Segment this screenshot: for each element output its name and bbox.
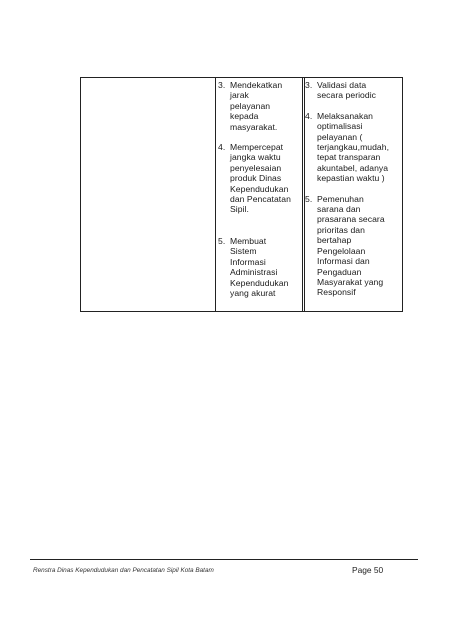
list-item (305, 80, 401, 101)
item-number: 3. (305, 80, 313, 90)
item-number: 4. (305, 110, 313, 121)
item-number: 5. (218, 235, 226, 246)
item-text: Pemenuhan sarana dan prasarana secara prioritas dan bertahap Pengelolaan Informasi dan Pengaduan Masyarakat yang Responsif (317, 193, 385, 298)
column-divider (302, 78, 303, 311)
item-text: Mempercepat jangka waktu penyelesaian produk Dinas Kependudukan dan Pencatatan Sipil. (230, 142, 291, 215)
list-item (218, 80, 302, 132)
strategy-table (80, 77, 403, 312)
list-item (218, 236, 302, 298)
item-number: 5. (305, 193, 313, 204)
footer-document-title: Renstra Dinas Kependudukan dan Pencatatan Sipil Kota Batam (33, 567, 214, 574)
item-text: Melaksanakan optimalisasi pelayanan ( terjangkau,mudah, tepat transparan akuntabel, adanya kepastian waktu ) (317, 110, 390, 184)
footer-divider (30, 559, 418, 560)
table-cell-policies (305, 80, 401, 298)
item-number: 3. (218, 80, 226, 90)
list-item (305, 111, 401, 184)
item-text: Mendekatkan jarak pelayanan kepada masyarakat. (230, 80, 283, 132)
item-text: Membuat Sistem Informasi Administrasi Kependudukan yang akurat (230, 235, 289, 298)
table-cell-objectives (218, 80, 302, 298)
item-text: Validasi data secara periodic (317, 80, 377, 101)
column-divider (215, 78, 216, 311)
list-item (218, 142, 302, 215)
item-number: 4. (218, 142, 226, 153)
page-number: Page 50 (352, 565, 384, 575)
list-item (305, 194, 401, 298)
